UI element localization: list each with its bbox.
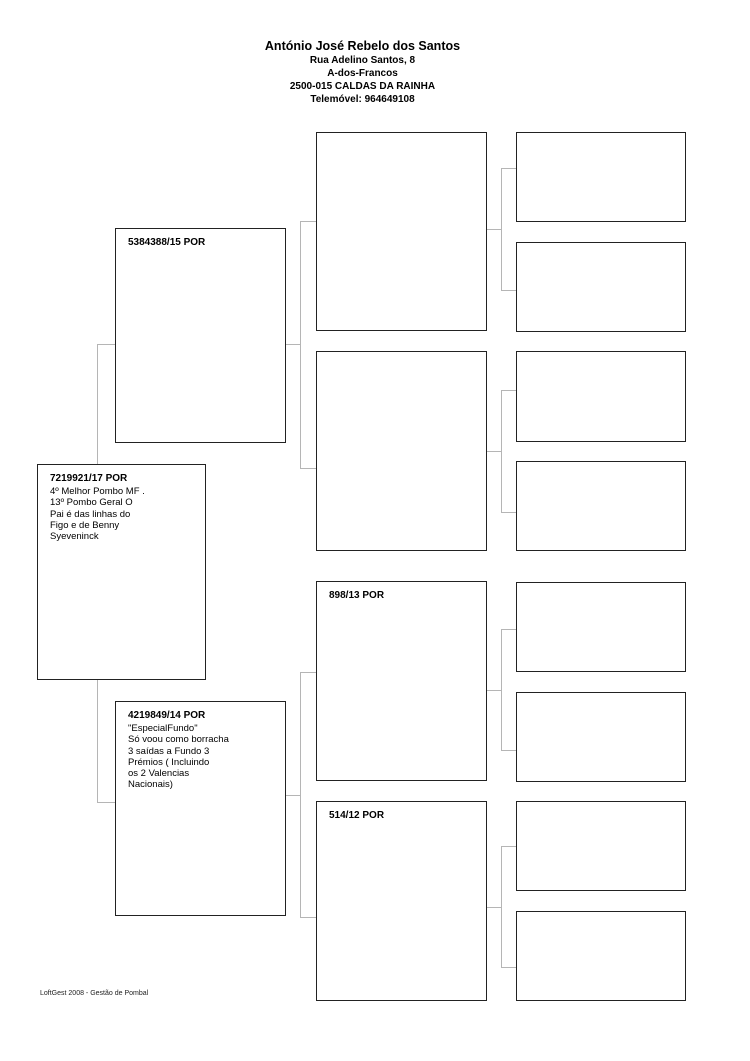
connector [300, 468, 316, 469]
breeder-name: António José Rebelo dos Santos [264, 39, 461, 53]
dam-ring: 4219849/14 POR [128, 710, 206, 721]
great-grandparent-box [516, 461, 686, 551]
breeder-postal: 2500-015 CALDAS DA RAINHA [289, 81, 436, 92]
connector [97, 802, 115, 803]
dam-dam-ring: 514/12 POR [329, 810, 385, 821]
connector [486, 907, 501, 908]
connector [97, 344, 98, 465]
breeder-header [0, 38, 725, 106]
connector [97, 679, 98, 802]
dam-notes: "EspecialFundo" Só voou como borracha 3 saídas a Fundo 3 Prémios ( Incluindo os 2 Valencias Nacionais) [128, 723, 229, 791]
subject-ring: 7219921/17 POR [50, 473, 128, 484]
connector [300, 221, 316, 222]
great-grandparent-box [516, 911, 686, 1001]
great-grandparent-box [516, 801, 686, 891]
dam-dam-box [316, 801, 487, 1001]
connector [501, 629, 517, 630]
sire-box [115, 228, 286, 443]
dam-sire-box [316, 581, 487, 781]
connector [501, 750, 517, 751]
connector [501, 629, 502, 750]
connector [486, 229, 501, 230]
connector [285, 795, 300, 796]
connector [501, 390, 502, 512]
connector [501, 290, 517, 291]
breeder-phone: Telemóvel: 964649108 [310, 94, 415, 105]
great-grandparent-box [516, 692, 686, 782]
connector [486, 451, 501, 452]
great-grandparent-box [516, 242, 686, 332]
connector [501, 168, 517, 169]
great-grandparent-box [516, 132, 686, 222]
subject-notes: 4º Melhor Pombo MF . 13º Pombo Geral O Pai é das linhas do Figo e de Benny Syeveninck [50, 486, 145, 543]
connector [486, 690, 501, 691]
connector [501, 846, 517, 847]
sire-ring: 5384388/15 POR [128, 237, 206, 248]
connector [501, 390, 517, 391]
sire-sire-box [316, 132, 487, 331]
sire-dam-box [316, 351, 487, 551]
great-grandparent-box [516, 351, 686, 442]
connector [501, 846, 502, 967]
connector [501, 168, 502, 290]
dam-box [115, 701, 286, 916]
connector [300, 672, 316, 673]
subject-pigeon-box [37, 464, 206, 680]
connector [97, 344, 115, 345]
dam-sire-ring: 898/13 POR [329, 590, 385, 601]
connector [501, 967, 517, 968]
connector [285, 344, 300, 345]
connector [501, 512, 517, 513]
connector [300, 917, 316, 918]
breeder-address: Rua Adelino Santos, 8 [309, 55, 416, 66]
connector [300, 672, 301, 917]
software-footer: LoftGest 2008 - Gestão de Pombal [40, 990, 149, 997]
great-grandparent-box [516, 582, 686, 672]
breeder-locality: A-dos-Francos [327, 68, 398, 79]
connector [300, 221, 301, 468]
